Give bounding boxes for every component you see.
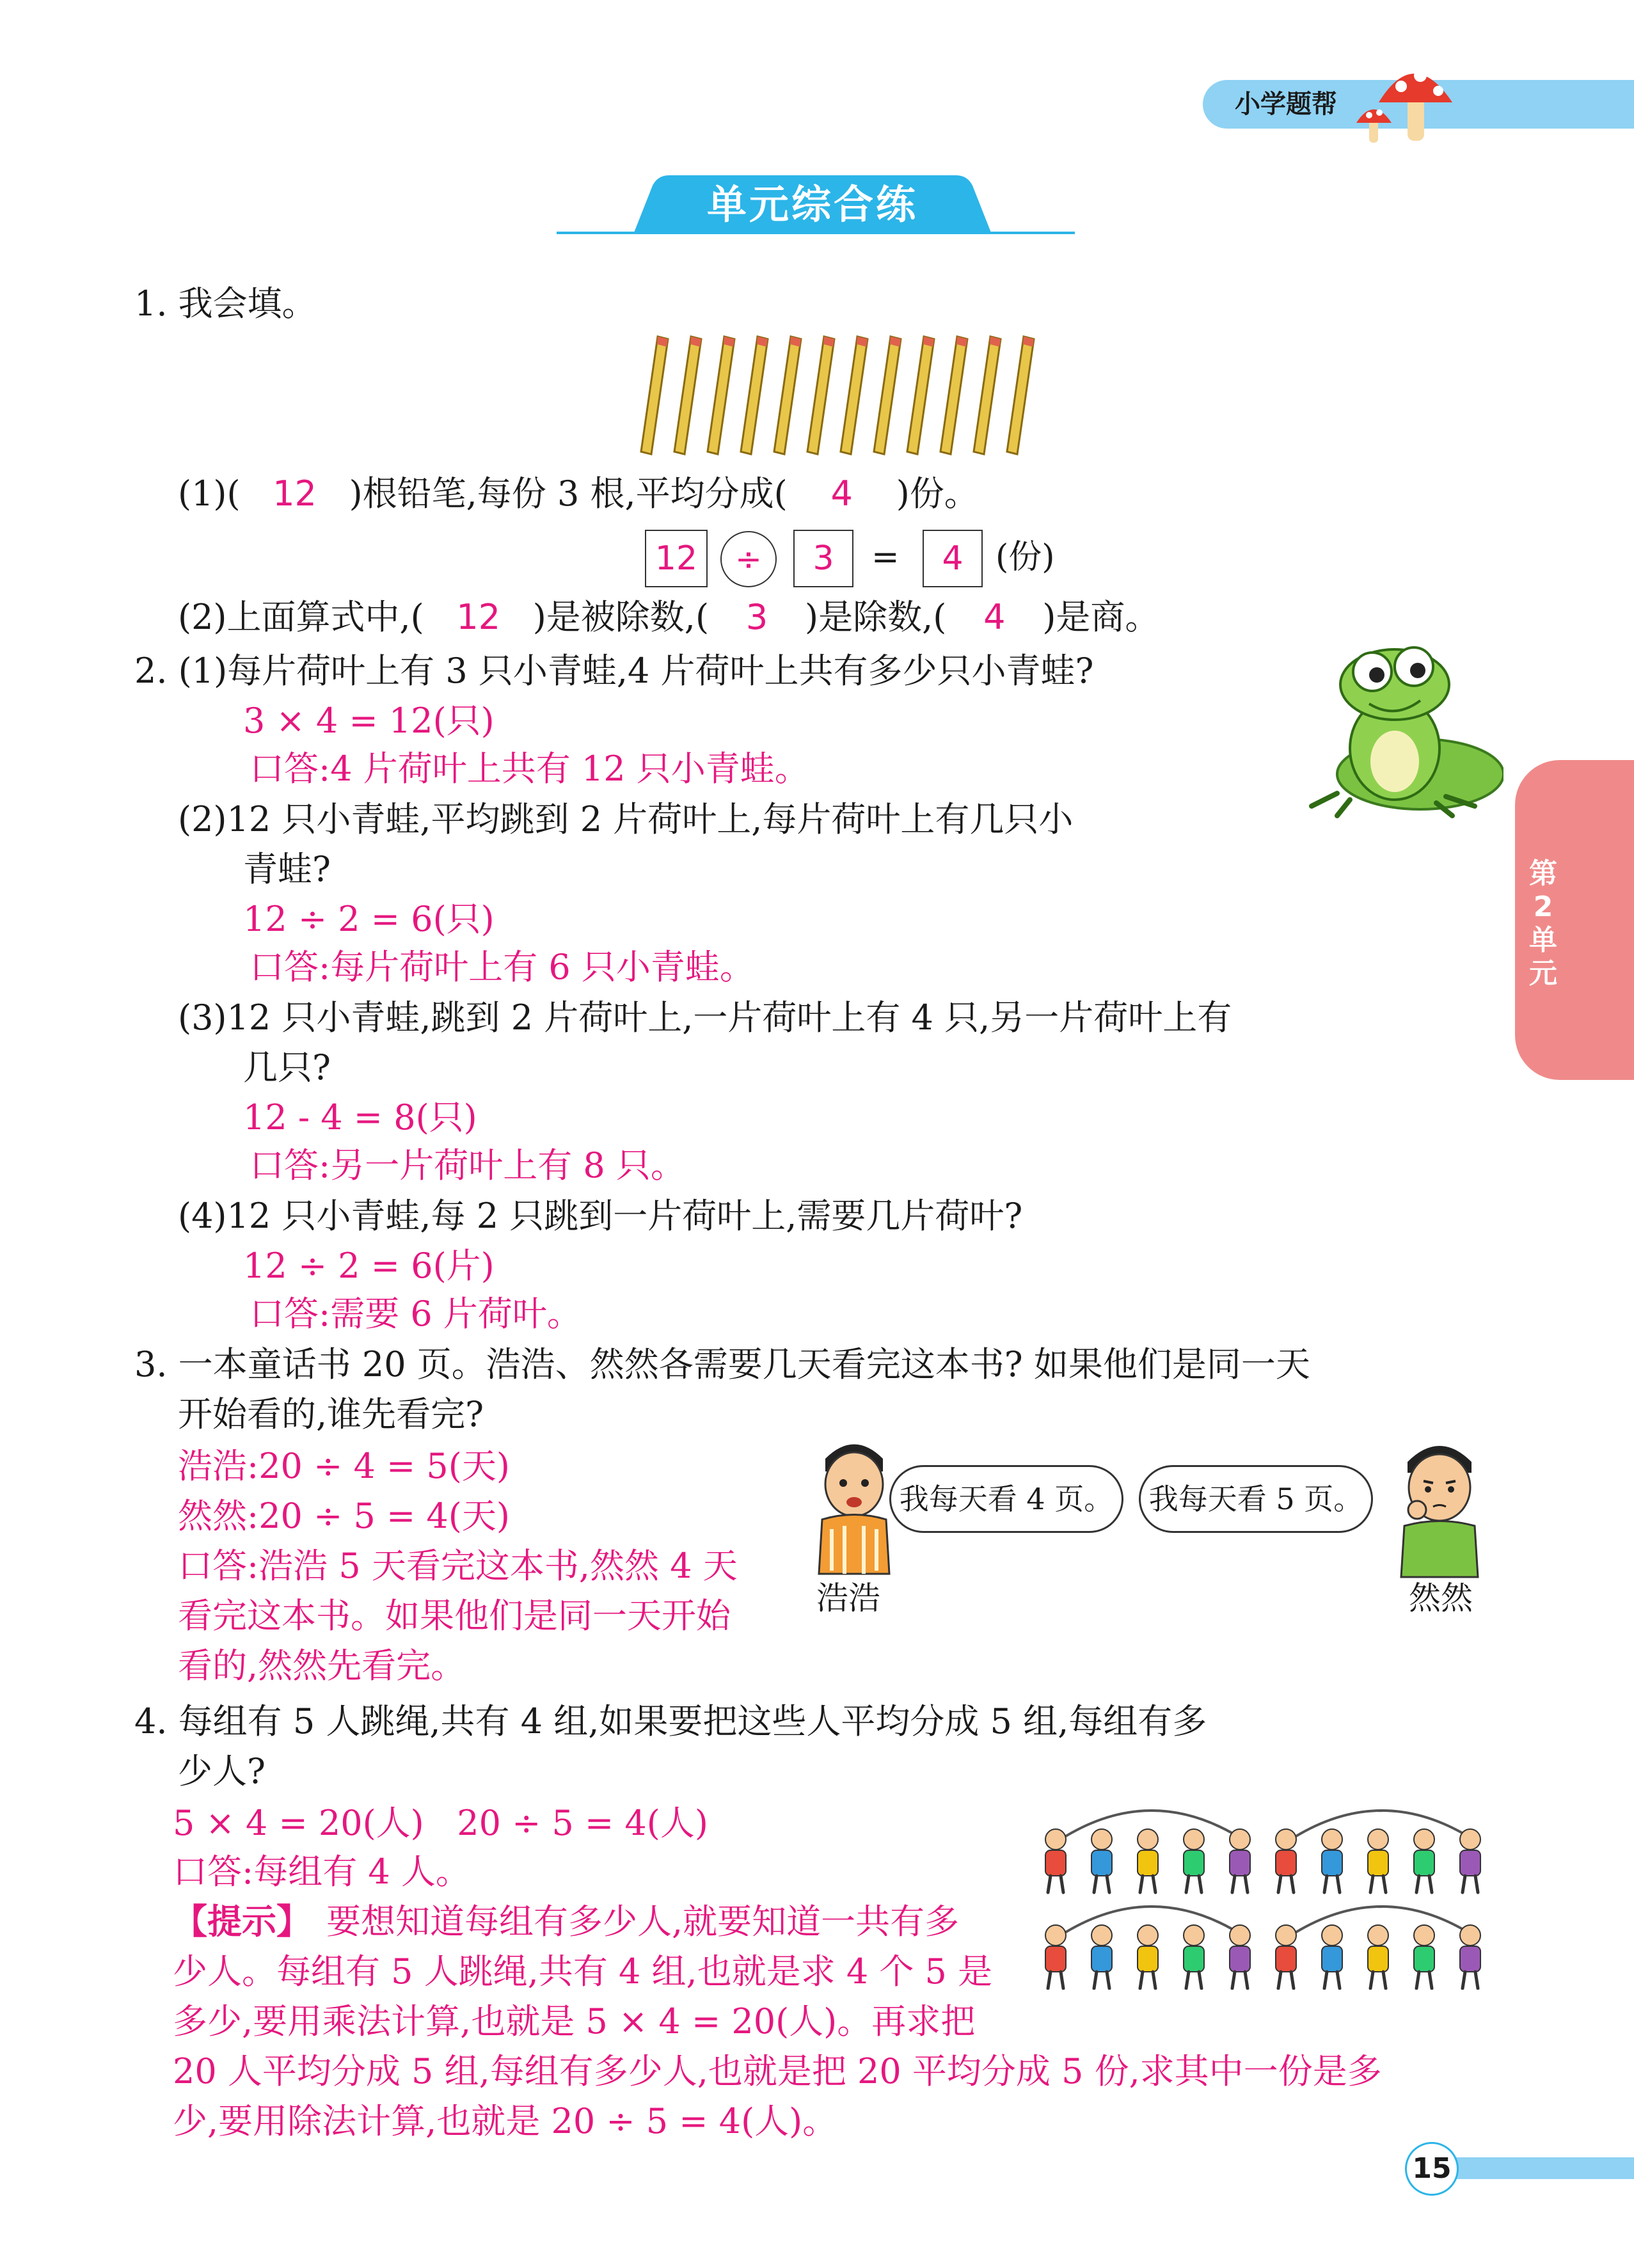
child-body [1045, 1946, 1066, 1972]
child-body [1045, 1850, 1066, 1876]
child-body [1184, 1850, 1204, 1876]
child-head [1368, 1829, 1388, 1850]
child-legs [1416, 1972, 1432, 1988]
child-legs [1186, 1876, 1202, 1892]
child-head [1230, 1925, 1250, 1946]
pencil-icon [807, 337, 834, 454]
speech-bubble-haohao: 我每天看 4 页。 [889, 1465, 1123, 1533]
child-body [1184, 1946, 1204, 1972]
child-body [1368, 1850, 1388, 1876]
brand-name: 小学题帮 [1235, 90, 1337, 119]
q1-answer-dividend: 12 [456, 597, 501, 637]
child-head [1184, 1925, 1204, 1946]
q2-part4-answer: 口答:需要 6 片荷叶。 [250, 1294, 582, 1334]
child-legs [1094, 1972, 1109, 1988]
child-body [1414, 1850, 1434, 1876]
frog-on-lilypad-illustration [1299, 640, 1503, 819]
pencil-icon [1007, 337, 1034, 454]
eq-operator-circle: ÷ [720, 531, 777, 587]
eq-divisor-box: 3 [793, 530, 853, 587]
child-head [1322, 1925, 1342, 1946]
child-legs [1278, 1876, 1294, 1892]
pencil-icon [974, 337, 1001, 454]
q3-calc-ranran: 然然:20 ÷ 5 = 4(天) [178, 1496, 510, 1536]
child-head [1460, 1829, 1480, 1850]
eq-dividend-box: 12 [645, 530, 708, 587]
mushroom-icon [1344, 51, 1471, 147]
q2-part4-question: (4)12 只小青蛙,每 2 只跳到一片荷叶上,需要几片荷叶? [178, 1196, 1023, 1236]
q3-answer-line1: 口答:浩浩 5 天看完这本书,然然 4 天 [178, 1546, 738, 1586]
child-head [1045, 1925, 1066, 1946]
haohao-illustration [806, 1433, 902, 1580]
page-title: 单元综合练 [706, 181, 918, 228]
q4-question-line2: 少人? [178, 1751, 266, 1791]
child-legs [1324, 1972, 1340, 1988]
child-head [1138, 1925, 1158, 1946]
pencils-illustration [627, 333, 1036, 461]
footer-bar [1446, 2157, 1634, 2179]
q2-part1-question: 2. (1)每片荷叶上有 3 只小青蛙,4 片荷叶上共有多少只小青蛙? [134, 651, 1094, 691]
child-legs [1463, 1972, 1478, 1988]
pencil-icon [841, 337, 868, 454]
q2-part4-calc: 12 ÷ 2 = 6(片) [243, 1246, 495, 1286]
q2-part3-calc: 12 - 4 = 8(只) [243, 1097, 477, 1138]
q1-answer-parts: 4 [830, 473, 853, 514]
child-body [1091, 1946, 1112, 1972]
child-body [1091, 1850, 1112, 1876]
speech-bubble-ranran: 我每天看 5 页。 [1139, 1465, 1373, 1533]
child-legs [1140, 1876, 1155, 1892]
child-body [1322, 1946, 1342, 1972]
unit-side-tab-label: 第2单元 [1529, 857, 1557, 990]
child-head [1091, 1829, 1112, 1850]
pencil-icon [741, 337, 768, 454]
q3-answer-line2: 看完这本书。如果他们是同一天开始 [178, 1596, 731, 1636]
q2-part1-calc: 3 × 4 = 12(只) [243, 701, 495, 741]
name-label-ranran: 然然 [1409, 1580, 1473, 1617]
q4-hint-line4: 20 人平均分成 5 组,每组有多少人,也就是把 20 平均分成 5 份,求其中一份是多 [173, 2051, 1382, 2091]
child-body [1276, 1850, 1296, 1876]
child-legs [1370, 1972, 1386, 1988]
pencil-icon [874, 337, 901, 454]
q4-hint-line5: 少,要用除法计算,也就是 20 ÷ 5 = 4(人)。 [173, 2101, 837, 2141]
q1-part2: (2)上面算式中,( 12 )是被除数,( 3 )是除数,( 4 )是商。 [178, 594, 1159, 641]
child-body [1138, 1850, 1158, 1876]
eq-quotient-box: 4 [923, 530, 983, 587]
child-body [1460, 1850, 1480, 1876]
q2-part3-question-line2: 几只? [243, 1047, 331, 1088]
q4-calc: 5 × 4 = 20(人) 20 ÷ 5 = 4(人) [173, 1803, 708, 1843]
jump-rope-children-illustration [1030, 1785, 1503, 1990]
child-head [1091, 1925, 1112, 1946]
q4-hint-line3: 多少,要用乘法计算,也就是 5 × 4 = 20(人)。再求把 [173, 2001, 976, 2042]
q4-answer: 口答:每组有 4 人。 [173, 1852, 470, 1892]
child-head [1414, 1925, 1434, 1946]
child-body [1230, 1946, 1250, 1972]
q4-hint-line1: 【提示】 要想知道每组有多少人,就要知道一共有多 [173, 1901, 960, 1942]
child-head [1368, 1925, 1388, 1946]
child-body [1230, 1850, 1250, 1876]
q1-answer-total: 12 [273, 473, 317, 514]
q3-question-line2: 开始看的,谁先看完? [178, 1394, 484, 1434]
eq-equals: = [871, 538, 900, 576]
q1-answer-quotient: 4 [983, 597, 1006, 637]
q4-question-line1: 4. 每组有 5 人跳绳,共有 4 组,如果要把这些人平均分成 5 组,每组有多 [134, 1701, 1207, 1741]
child-legs [1463, 1876, 1478, 1892]
q1-answer-divisor: 3 [745, 597, 768, 637]
child-head [1414, 1829, 1434, 1850]
child-body [1460, 1946, 1480, 1972]
pencil-icon [708, 337, 734, 454]
child-head [1230, 1829, 1250, 1850]
q3-answer-line3: 看的,然然先看完。 [178, 1645, 466, 1686]
hint-label: 【提示】 [173, 1901, 311, 1942]
child-legs [1232, 1876, 1248, 1892]
q2-part2-answer: 口答:每片荷叶上有 6 只小青蛙。 [250, 947, 754, 987]
q4-hint-line2: 少人。每组有 5 人跳绳,共有 4 组,也就是求 4 个 5 是 [173, 1951, 993, 1992]
q1-label: 1. 我会填。 [134, 283, 317, 324]
q2-part2-question-line2: 青蛙? [243, 849, 331, 889]
q2-part2-calc: 12 ÷ 2 = 6(只) [243, 899, 495, 939]
child-legs [1416, 1876, 1432, 1892]
child-head [1460, 1925, 1480, 1946]
child-body [1322, 1850, 1342, 1876]
child-legs [1324, 1876, 1340, 1892]
child-legs [1048, 1876, 1063, 1892]
q2-part1-answer: 口答:4 片荷叶上共有 12 只小青蛙。 [250, 749, 809, 789]
q2-part2-question-line1: (2)12 只小青蛙,平均跳到 2 片荷叶上,每片荷叶上有几只小 [178, 799, 1074, 839]
q3-question-line1: 3. 一本童话书 20 页。浩浩、然然各需要几天看完这本书? 如果他们是同一天 [134, 1344, 1310, 1384]
pencil-icon [940, 337, 967, 454]
child-head [1184, 1829, 1204, 1850]
name-label-haohao: 浩浩 [816, 1580, 880, 1617]
child-head [1276, 1925, 1296, 1946]
child-legs [1048, 1972, 1063, 1988]
child-head [1138, 1829, 1158, 1850]
q2-part3-question-line1: (3)12 只小青蛙,跳到 2 片荷叶上,一片荷叶上有 4 只,另一片荷叶上有 [178, 997, 1232, 1038]
child-legs [1186, 1972, 1202, 1988]
eq-unit: (份) [995, 538, 1055, 576]
ranran-illustration [1388, 1433, 1491, 1580]
child-legs [1278, 1972, 1294, 1988]
child-body [1368, 1946, 1388, 1972]
child-legs [1370, 1876, 1386, 1892]
q3-calc-haohao: 浩浩:20 ÷ 4 = 5(天) [178, 1446, 510, 1486]
pencil-icon [774, 337, 801, 454]
pencil-icon [674, 337, 701, 454]
child-body [1414, 1946, 1434, 1972]
page-number: 15 [1412, 2152, 1452, 2185]
q1-part1: (1)( 12 )根铅笔,每份 3 根,平均分成( 4 )份。 [178, 470, 979, 518]
child-legs [1232, 1972, 1248, 1988]
child-body [1276, 1946, 1296, 1972]
child-legs [1140, 1972, 1155, 1988]
child-head [1045, 1829, 1066, 1850]
q2-part3-answer: 口答:另一片荷叶上有 8 只。 [250, 1145, 685, 1186]
pencil-icon [907, 337, 934, 454]
child-legs [1094, 1876, 1109, 1892]
child-head [1322, 1829, 1342, 1850]
child-head [1276, 1829, 1296, 1850]
pencil-icon [641, 337, 668, 454]
child-body [1138, 1946, 1158, 1972]
